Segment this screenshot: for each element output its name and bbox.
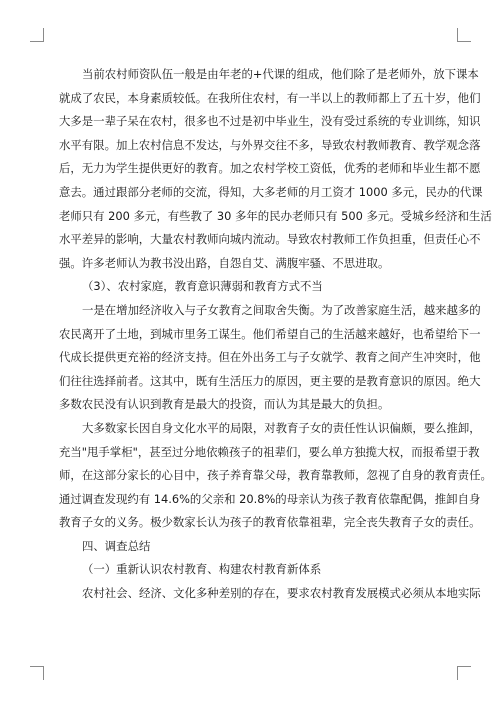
text-line: 通过调查发现约有 14.6%的父亲和 20.8%的母亲认为孩子教育依靠配偶，推卸自身 (59, 491, 481, 506)
text-line: 四、调查总结 (82, 538, 151, 553)
text-line: 大多数家长因自身文化水平的局限，对教育子女的责任性认识偏颇，要么推卸， (82, 420, 481, 435)
text-line: 一是在增加经济收入与子女教育之间取舍失衡。为了改善家庭生活，越来越多的 (82, 302, 481, 317)
text-line: 水平有限。加上农村信息不发达，与外界交往不多，导致农村教师教育、教学观念落 (59, 137, 481, 152)
text-line: 多数农民没有认识到教育是最大的投资，而认为其是最大的负担。 (59, 397, 390, 412)
text-line: 当前农村师资队伍一般是由年老的+代课的组成，他们除了是老师外，放下课本 (82, 67, 479, 81)
text-line: 农民离开了土地，到城市里务工谋生。他们希望自己的生活越来越好，也希望给下一 (59, 326, 481, 341)
text-line: 水平差异的影响，大量农村教师向城内流动。导致农村教师工作负担重，但责任心不 (59, 232, 481, 247)
document-body (59, 63, 492, 606)
text-line: 师，在这部分家长的心目中，孩子养育靠父母，教育靠教师，忽视了自身的教育责任。 (59, 468, 492, 483)
text-line: 后，无力为学生提供更好的教育。加之农村学校工资低，优秀的老师和毕业生都不愿 (59, 161, 481, 176)
text-line: 代成长提供更充裕的经济支持。但在外出务工与子女就学、教育之间产生冲突时，他 (59, 350, 481, 365)
text-line: 意去。通过跟部分老师的交流，得知，大多老师的月工资才 1000 多元，民办的代课 (59, 184, 483, 199)
text-line: 教育子女的义务。极少数家长认为孩子的教育依靠祖辈，完全丧失教育子女的责任。 (59, 515, 481, 530)
text-line: 农村社会、经济、文化多种差别的存在，要求农村教育发展模式必须从本地实际 (82, 586, 481, 601)
text-line: （3）、农村家庭，教育意识薄弱和教育方式不当 (82, 279, 323, 294)
corner-mark-bottom-left (30, 666, 44, 680)
text-line: 大多是一辈子呆在农村，很多也不过是初中毕业生，没有受过系统的专业训练，知识 (59, 114, 481, 129)
text-line: （一）重新认识农村教育、构建农村教育新体系 (82, 562, 322, 577)
corner-mark-top-right (457, 28, 471, 42)
corner-mark-bottom-right (457, 666, 471, 680)
text-line: 老师只有 200 多元，有些教了 30 多年的民办老师只有 500 多元。受城乡经济和生活 (59, 208, 492, 223)
text-line: 们往往选择前者。这其中，既有生活压力的原因，更主要的是教育意识的原因。绝大 (59, 373, 481, 388)
text-line: 充当"甩手掌柜"，甚至过分地依赖孩子的祖辈们，要么单方独揽大权，而报希望于教 (59, 444, 480, 459)
text-line: 就成了农民，本身素质较低。在我所住农村，有一半以上的教师都上了五十岁，他们 (59, 90, 481, 105)
corner-mark-top-left (30, 28, 44, 42)
text-line: 强。许多老师认为教书没出路，自怨自艾、满腹牢骚、不思进取。 (59, 255, 390, 270)
